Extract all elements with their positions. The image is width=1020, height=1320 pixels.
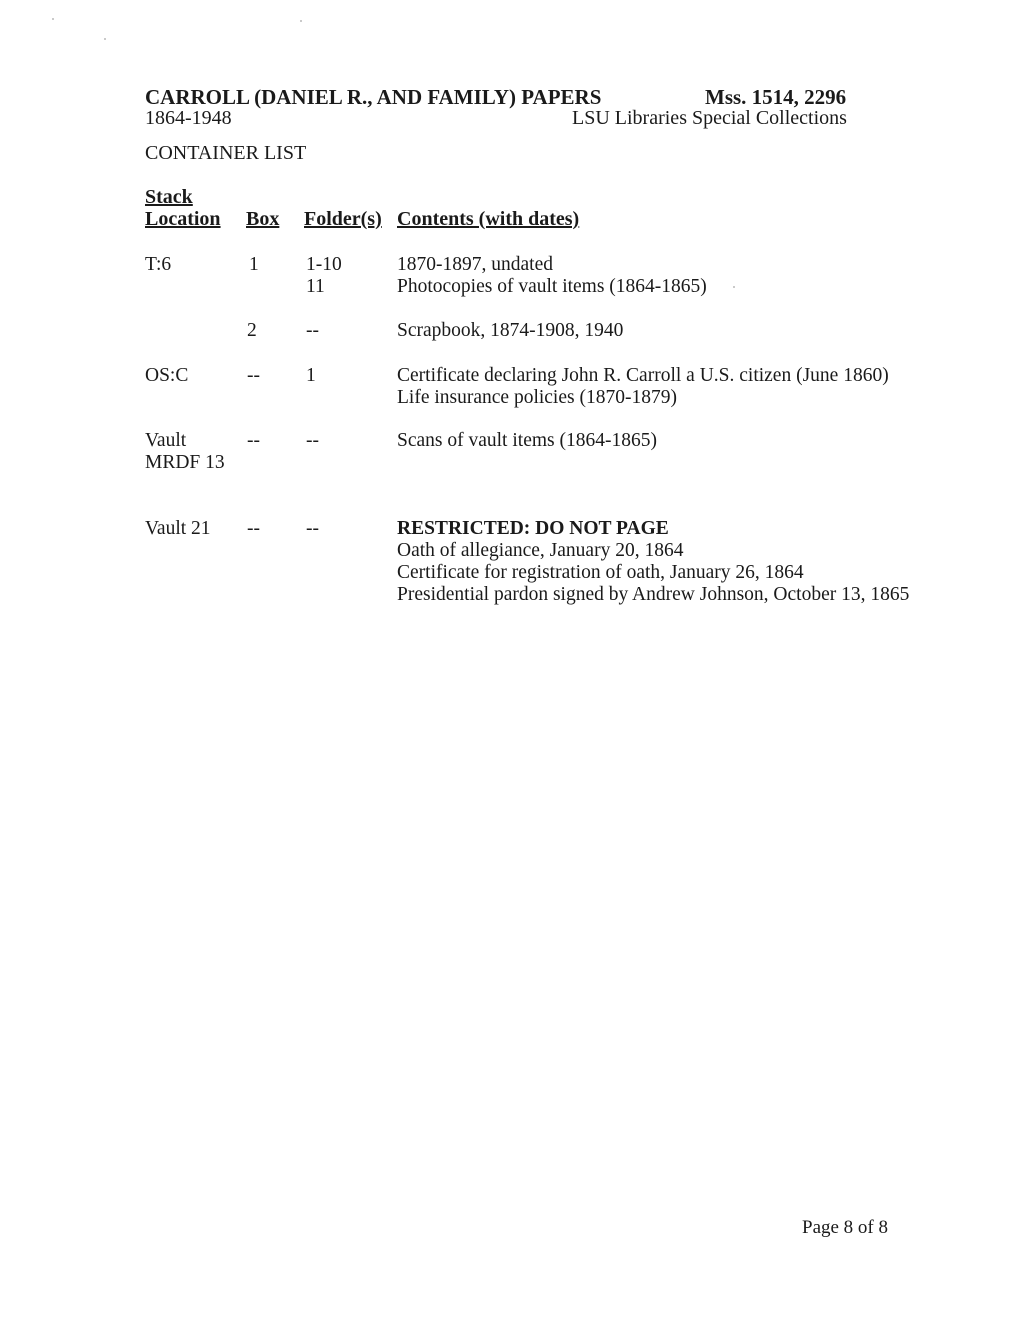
contents-line: Certificate for registration of oath, January 26, 1864 xyxy=(397,562,804,583)
row-box: -- xyxy=(247,518,260,539)
contents-line: Certificate declaring John R. Carroll a U.S. citizen (June 1860) xyxy=(397,365,889,386)
row-box: 1 xyxy=(249,254,259,275)
row-contents: Scrapbook, 1874-1908, 1940 xyxy=(397,320,624,341)
restricted-heading: RESTRICTED: DO NOT PAGE xyxy=(397,518,669,539)
row-contents xyxy=(397,518,909,606)
column-heading-folders: Folder(s) xyxy=(304,208,382,230)
location-line: Vault xyxy=(145,430,187,451)
section-title: CONTAINER LIST xyxy=(145,142,307,164)
row-location: OS:C xyxy=(145,365,189,386)
row-box: -- xyxy=(247,365,260,386)
row-folders xyxy=(306,254,342,298)
scan-speck xyxy=(104,38,106,40)
collection-title: CARROLL (DANIEL R., AND FAMILY) PAPERS xyxy=(145,85,602,109)
row-folders: -- xyxy=(306,518,319,539)
column-heading-location: Location xyxy=(145,208,221,230)
contents-line: Oath of allegiance, January 20, 1864 xyxy=(397,540,684,561)
column-heading-contents: Contents (with dates) xyxy=(397,208,580,230)
scan-speck xyxy=(52,18,54,20)
contents-line: Life insurance policies (1870-1879) xyxy=(397,387,677,408)
row-contents xyxy=(397,365,889,409)
row-location: T:6 xyxy=(145,254,172,275)
row-box: 2 xyxy=(247,320,257,341)
column-heading-box: Box xyxy=(246,208,280,230)
folder-range: 11 xyxy=(306,276,325,297)
row-location xyxy=(145,430,225,474)
collection-dates: 1864-1948 xyxy=(145,107,232,129)
repository-name: LSU Libraries Special Collections xyxy=(572,107,847,129)
row-box: -- xyxy=(247,430,260,451)
manuscript-number: Mss. 1514, 2296 xyxy=(705,85,847,109)
contents-line: 1870-1897, undated xyxy=(397,254,553,275)
scan-speck xyxy=(300,20,302,22)
location-line: MRDF 13 xyxy=(145,452,225,473)
row-folders: -- xyxy=(306,430,319,451)
page-number: Page 8 of 8 xyxy=(802,1217,889,1238)
row-folders: -- xyxy=(306,320,319,341)
contents-line: Presidential pardon signed by Andrew Johnson, October 13, 1865 xyxy=(397,584,910,605)
row-folders: 1 xyxy=(306,365,316,386)
row-contents: Scans of vault items (1864-1865) xyxy=(397,430,657,451)
contents-line: Photocopies of vault items (1864-1865) xyxy=(397,276,707,297)
scan-speck xyxy=(733,286,735,288)
row-location: Vault 21 xyxy=(145,518,211,539)
folder-range: 1-10 xyxy=(306,254,342,275)
row-contents xyxy=(397,254,707,298)
column-heading-stack: Stack xyxy=(145,186,193,208)
